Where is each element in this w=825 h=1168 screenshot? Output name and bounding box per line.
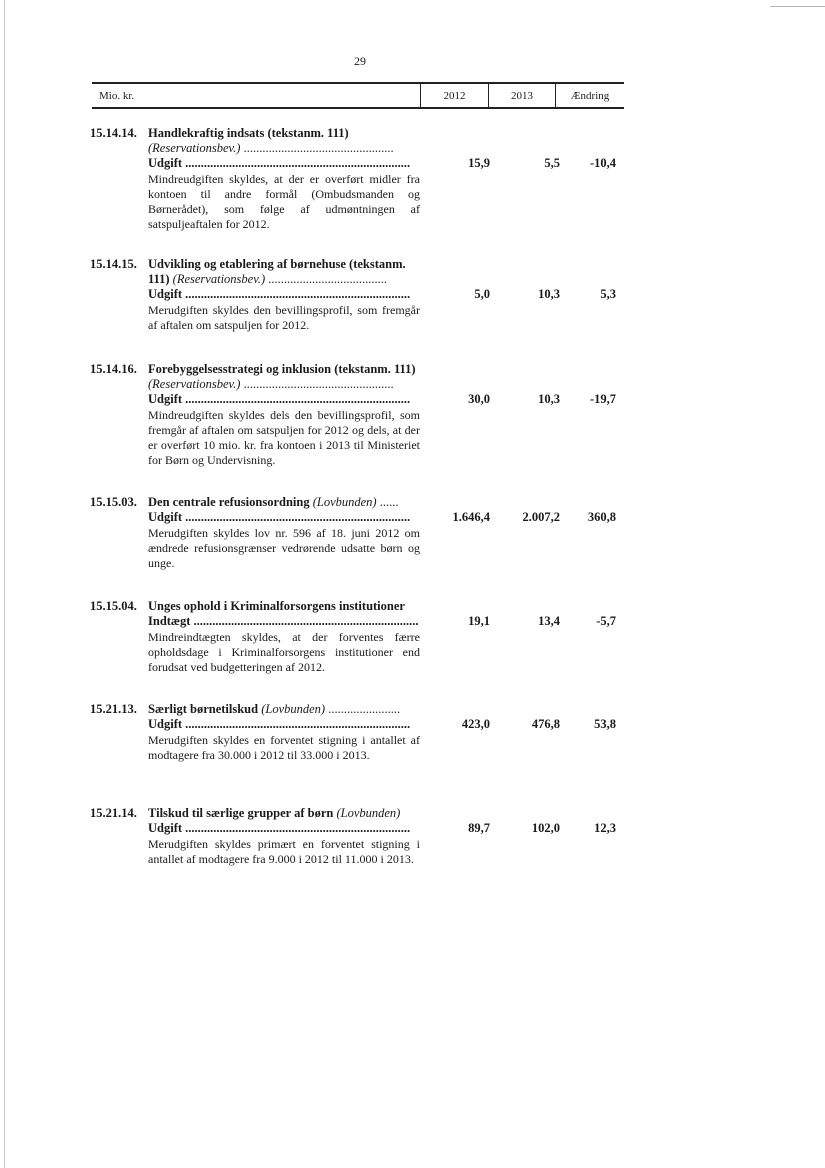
section-title-text: Udvikling og etablering af børnehuse (tekstanm. 111): [148, 257, 406, 286]
section-title-text: Handlekraftig indsats (tekstanm. 111): [148, 126, 349, 140]
line-label: Udgift: [148, 717, 183, 731]
header-year-2012: 2012: [443, 90, 466, 102]
explanatory-note: Merudgiften skyldes lov nr. 596 af 18. juni 2012 om ændrede refusionsgrænser vedrørende udsatte børn og unge.: [148, 526, 420, 570]
section-title: Særligt børnetilskud (Lovbunden) .......................: [148, 702, 401, 716]
section-title: [148, 599, 420, 614]
header-year-2013: 2013: [511, 90, 533, 102]
section-title: Handlekraftig indsats (tekstanm. 111) (Reservationsbev.) ................................................: [148, 126, 394, 155]
header-unit: Mio. kr.: [99, 90, 135, 102]
value-2013: 13,4: [538, 614, 560, 628]
value-2012: 19,1: [468, 614, 490, 628]
explanatory-note: Merudgiften skyldes primært en forventet stigning i antallet af modtagere fra 9.000 i 2012 til 11.000 i 2013.: [148, 837, 420, 866]
value-2013: 10,3: [538, 287, 560, 301]
value-2012: 5,0: [474, 287, 490, 301]
account-code: 15.14.16.: [90, 362, 137, 376]
line-label-row: Udgift ........................................................................: [148, 510, 411, 524]
value-change: 53,8: [594, 717, 616, 731]
value-2013: 2.007,2: [522, 510, 560, 524]
value-change: 5,3: [600, 287, 616, 301]
explanatory-note: Merudgiften skyldes en forventet stigning i antallet af modtagere fra 30.000 i 2012 til 33.000 i 2013.: [148, 733, 420, 762]
line-label: Udgift: [148, 392, 183, 406]
section-title-text: Særligt børnetilskud: [148, 702, 259, 716]
explanatory-note: Merudgiften skyldes den bevillingsprofil, som fremgår af aftalen om satspuljen for 2012.: [148, 303, 420, 332]
value-change: 360,8: [587, 510, 616, 524]
appropriation-type: (Reservationsbev.): [172, 272, 266, 286]
account-code: 15.21.13.: [90, 702, 137, 716]
line-label: Udgift: [148, 287, 183, 301]
section-title-text: Unges ophold i Kriminalforsorgens institutioner: [148, 599, 405, 613]
value-2012: 89,7: [468, 821, 490, 835]
scan-edge-left: [4, 0, 5, 1168]
account-code: 15.14.14.: [90, 126, 137, 140]
section-title-text: Den centrale refusionsordning: [148, 495, 310, 509]
value-2012: 15,9: [468, 156, 490, 170]
appropriation-type: (Lovbunden): [336, 806, 401, 820]
value-change: 12,3: [594, 821, 616, 835]
value-2012: 423,0: [461, 717, 490, 731]
section-title: Udvikling og etablering af børnehuse (tekstanm. 111) (Reservationsbev.) ......................................: [148, 257, 406, 286]
table-header-rule-bottom: [92, 107, 624, 109]
section-title-text: Forebyggelsesstrategi og inklusion (tekstanm. 111): [148, 362, 416, 376]
explanatory-note: Mindreudgiften skyldes dels den bevillingsprofil, som fremgår af aftalen om satspuljen for 2012 og dels, at der er overført 10 mio. kr. fra kontoen i 2013 til Ministeriet for Børn og Undervisning.: [148, 408, 420, 467]
value-change: -5,7: [596, 614, 616, 628]
line-label-row: Udgift ........................................................................: [148, 821, 411, 835]
line-label-row: Indtægt ........................................................................: [148, 614, 419, 628]
section-title-text: Tilskud til særlige grupper af børn: [148, 806, 334, 820]
section-title: Forebyggelsesstrategi og inklusion (tekstanm. 111) (Reservationsbev.) ................................................: [148, 362, 416, 391]
account-code: 15.15.04.: [90, 599, 137, 613]
account-code: 15.21.14.: [90, 806, 137, 820]
scan-edge-top: [770, 6, 825, 7]
explanatory-note: Mindreudgiften skyldes, at der er overført midler fra kontoen til andre formål (Ombudsmanden og Børnerådet), som følge af udmøntningen af satspuljeaftalen for 2012.: [148, 172, 420, 231]
value-change: -19,7: [589, 392, 616, 406]
account-code: 15.15.03.: [90, 495, 137, 509]
line-label: Indtægt: [148, 614, 191, 628]
explanatory-note: Mindreindtægten skyldes, at der forventes færre opholdsdage i Kriminalforsorgens institutioner end forudsat ved budgetteringen af 2012.: [148, 630, 420, 674]
table-header-rule-top: [92, 82, 624, 84]
appropriation-type: (Reservationsbev.): [148, 377, 241, 391]
line-label: Udgift: [148, 821, 183, 835]
line-label-row: Udgift ........................................................................: [148, 287, 411, 301]
page-number: 29: [354, 54, 366, 68]
value-2013: 10,3: [538, 392, 560, 406]
account-code: 15.14.15.: [90, 257, 137, 271]
appropriation-type: (Lovbunden): [312, 495, 377, 509]
value-2013: 5,5: [544, 156, 560, 170]
line-label: Udgift: [148, 156, 183, 170]
line-label: Udgift: [148, 510, 183, 524]
line-label-row: Udgift ........................................................................: [148, 717, 411, 731]
header-change: Ændring: [570, 90, 610, 102]
appropriation-type: (Lovbunden): [261, 702, 326, 716]
value-2012: 30,0: [468, 392, 490, 406]
value-2013: 476,8: [531, 717, 560, 731]
appropriation-type: (Reservationsbev.): [148, 141, 241, 155]
value-2012: 1.646,4: [452, 510, 490, 524]
value-change: -10,4: [589, 156, 616, 170]
line-label-row: Udgift ........................................................................: [148, 156, 411, 170]
line-label-row: Udgift ........................................................................: [148, 392, 411, 406]
value-2013: 102,0: [531, 821, 560, 835]
section-title: Den centrale refusionsordning (Lovbunden) ......: [148, 495, 399, 509]
section-title: [148, 806, 420, 821]
